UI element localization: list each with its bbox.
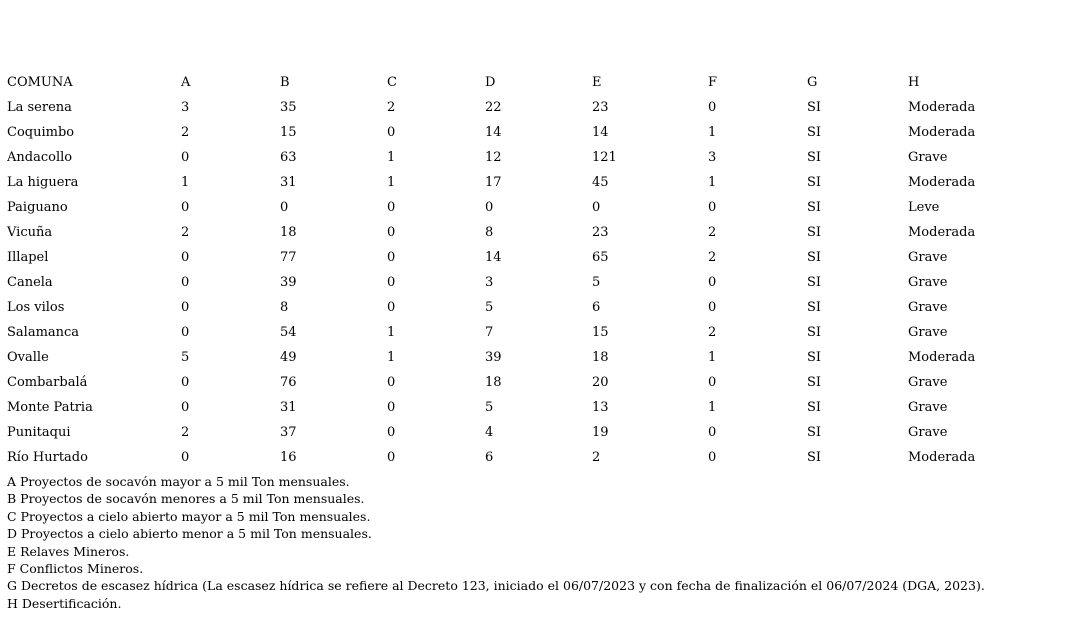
document <box>7 70 1057 612</box>
cell-comuna: Monte Patria <box>7 400 93 415</box>
cell-h: Grave <box>908 325 948 340</box>
cell-g: SI <box>807 250 822 265</box>
cell-a: 2 <box>181 125 190 140</box>
cell-comuna: Canela <box>7 275 53 290</box>
cell-b: 15 <box>280 125 297 140</box>
column-header-g: G <box>807 75 818 90</box>
table-row <box>7 370 1028 395</box>
column-header-d: D <box>485 75 496 90</box>
cell-c: 2 <box>387 100 396 115</box>
cell-a: 0 <box>181 200 190 215</box>
cell-a: 0 <box>181 250 190 265</box>
cell-h: Grave <box>908 275 948 290</box>
cell-e: 5 <box>592 275 601 290</box>
cell-f: 0 <box>708 200 717 215</box>
cell-g: SI <box>807 225 822 240</box>
legend-line: E Relaves Mineros. <box>7 543 130 559</box>
cell-b: 39 <box>280 275 297 290</box>
table-row <box>7 220 1028 245</box>
cell-comuna: Paiguano <box>7 200 68 215</box>
cell-d: 39 <box>485 350 502 365</box>
cell-f: 2 <box>708 250 717 265</box>
cell-e: 0 <box>592 200 601 215</box>
cell-c: 0 <box>387 425 396 440</box>
table-row <box>7 270 1028 295</box>
cell-c: 0 <box>387 375 396 390</box>
cell-a: 0 <box>181 275 190 290</box>
column-header-comuna: COMUNA <box>7 75 73 90</box>
table-row <box>7 195 1028 220</box>
cell-e: 121 <box>592 150 617 165</box>
column-header-e: E <box>592 75 602 90</box>
cell-b: 8 <box>280 300 289 315</box>
cell-h: Grave <box>908 425 948 440</box>
cell-d: 18 <box>485 375 502 390</box>
column-header-b: B <box>280 75 290 90</box>
cell-h: Moderada <box>908 450 976 465</box>
cell-comuna: Vicuña <box>7 225 53 240</box>
cell-e: 14 <box>592 125 609 140</box>
legend-line: G Decretos de escasez hídrica (La escasez hídrica se refiere al Decreto 123, iniciado el 06/07/2023 y con fecha de finalización el 06/07/2024 (DGA, 2023). <box>7 578 985 594</box>
table-row <box>7 120 1028 145</box>
cell-e: 45 <box>592 175 609 190</box>
cell-comuna: Andacollo <box>7 150 73 165</box>
cell-a: 0 <box>181 325 190 340</box>
legend-line: B Proyectos de socavón menores a 5 mil Ton mensuales. <box>7 491 365 507</box>
cell-c: 1 <box>387 350 396 365</box>
cell-a: 0 <box>181 400 190 415</box>
cell-e: 13 <box>592 400 609 415</box>
cell-f: 0 <box>708 100 717 115</box>
cell-h: Grave <box>908 375 948 390</box>
cell-g: SI <box>807 425 822 440</box>
cell-a: 0 <box>181 450 190 465</box>
cell-g: SI <box>807 375 822 390</box>
cell-c: 0 <box>387 125 396 140</box>
cell-c: 1 <box>387 325 396 340</box>
cell-b: 77 <box>280 250 297 265</box>
cell-comuna: Illapel <box>7 250 49 265</box>
cell-a: 0 <box>181 300 190 315</box>
cell-d: 17 <box>485 175 502 190</box>
cell-d: 7 <box>485 325 494 340</box>
cell-c: 1 <box>387 150 396 165</box>
cell-g: SI <box>807 150 822 165</box>
column-header-f: F <box>708 75 718 90</box>
table-row <box>7 95 1028 120</box>
legend <box>7 473 1057 612</box>
cell-f: 0 <box>708 275 717 290</box>
cell-f: 3 <box>708 150 717 165</box>
cell-h: Moderada <box>908 125 976 140</box>
table-header-row <box>7 70 1028 95</box>
legend-line: C Proyectos a cielo abierto mayor a 5 mil Ton mensuales. <box>7 508 371 524</box>
cell-b: 49 <box>280 350 297 365</box>
cell-f: 1 <box>708 400 717 415</box>
cell-a: 1 <box>181 175 190 190</box>
cell-f: 1 <box>708 125 717 140</box>
cell-comuna: Los vilos <box>7 300 65 315</box>
cell-g: SI <box>807 400 822 415</box>
cell-comuna: La higuera <box>7 175 79 190</box>
cell-c: 0 <box>387 300 396 315</box>
legend-line: A Proyectos de socavón mayor a 5 mil Ton mensuales. <box>7 474 350 489</box>
cell-e: 19 <box>592 425 609 440</box>
cell-a: 2 <box>181 225 190 240</box>
cell-e: 65 <box>592 250 609 265</box>
table-row <box>7 145 1028 170</box>
cell-d: 5 <box>485 300 494 315</box>
table-row <box>7 320 1028 345</box>
cell-e: 23 <box>592 100 609 115</box>
cell-e: 20 <box>592 375 609 390</box>
cell-comuna: Combarbalá <box>7 375 88 390</box>
cell-a: 0 <box>181 375 190 390</box>
cell-g: SI <box>807 275 822 290</box>
cell-e: 18 <box>592 350 609 365</box>
cell-g: SI <box>807 450 822 465</box>
cell-h: Moderada <box>908 225 976 240</box>
cell-comuna: La serena <box>7 100 72 115</box>
cell-comuna: Ovalle <box>7 350 49 365</box>
cell-h: Moderada <box>908 350 976 365</box>
cell-g: SI <box>807 350 822 365</box>
cell-f: 2 <box>708 225 717 240</box>
cell-c: 0 <box>387 400 396 415</box>
cell-d: 6 <box>485 450 494 465</box>
cell-e: 6 <box>592 300 601 315</box>
legend-line: H Desertificación. <box>7 595 122 611</box>
table-row <box>7 245 1028 270</box>
cell-f: 0 <box>708 425 717 440</box>
cell-d: 22 <box>485 100 502 115</box>
cell-d: 4 <box>485 425 494 440</box>
cell-b: 18 <box>280 225 297 240</box>
cell-comuna: Coquimbo <box>7 125 75 140</box>
table-row <box>7 170 1028 195</box>
cell-d: 8 <box>485 225 494 240</box>
cell-c: 0 <box>387 200 396 215</box>
column-header-a: A <box>181 75 191 90</box>
cell-c: 0 <box>387 275 396 290</box>
cell-h: Leve <box>908 200 940 215</box>
cell-d: 3 <box>485 275 494 290</box>
table-row <box>7 420 1028 445</box>
legend-line: D Proyectos a cielo abierto menor a 5 mil Ton mensuales. <box>7 526 372 542</box>
cell-comuna: Río Hurtado <box>7 450 88 465</box>
cell-b: 31 <box>280 175 297 190</box>
cell-h: Moderada <box>908 175 976 190</box>
cell-e: 15 <box>592 325 609 340</box>
cell-g: SI <box>807 100 822 115</box>
cell-a: 3 <box>181 100 190 115</box>
cell-g: SI <box>807 175 822 190</box>
cell-a: 2 <box>181 425 190 440</box>
cell-f: 1 <box>708 350 717 365</box>
cell-c: 0 <box>387 450 396 465</box>
cell-h: Grave <box>908 400 948 415</box>
cell-d: 5 <box>485 400 494 415</box>
table-row <box>7 445 1028 470</box>
cell-b: 54 <box>280 325 297 340</box>
cell-comuna: Punitaqui <box>7 425 71 440</box>
cell-f: 0 <box>708 300 717 315</box>
cell-comuna: Salamanca <box>7 325 80 340</box>
cell-d: 14 <box>485 250 502 265</box>
cell-a: 5 <box>181 350 190 365</box>
cell-d: 0 <box>485 200 494 215</box>
column-header-h: H <box>908 75 920 90</box>
cell-d: 12 <box>485 150 502 165</box>
cell-h: Grave <box>908 250 948 265</box>
cell-b: 31 <box>280 400 297 415</box>
cell-b: 63 <box>280 150 297 165</box>
cell-f: 0 <box>708 375 717 390</box>
cell-g: SI <box>807 200 822 215</box>
cell-g: SI <box>807 325 822 340</box>
cell-e: 23 <box>592 225 609 240</box>
cell-c: 1 <box>387 175 396 190</box>
comuna-table <box>7 70 1028 470</box>
cell-a: 0 <box>181 150 190 165</box>
cell-h: Grave <box>908 300 948 315</box>
cell-b: 35 <box>280 100 297 115</box>
cell-d: 14 <box>485 125 502 140</box>
cell-c: 0 <box>387 250 396 265</box>
legend-line: F Conflictos Mineros. <box>7 561 144 577</box>
column-header-c: C <box>387 75 397 90</box>
cell-c: 0 <box>387 225 396 240</box>
table-row <box>7 295 1028 320</box>
cell-b: 76 <box>280 375 297 390</box>
table-body <box>7 95 1028 470</box>
table-row <box>7 345 1028 370</box>
cell-g: SI <box>807 300 822 315</box>
cell-f: 0 <box>708 450 717 465</box>
cell-f: 2 <box>708 325 717 340</box>
cell-b: 16 <box>280 450 297 465</box>
cell-f: 1 <box>708 175 717 190</box>
cell-b: 0 <box>280 200 289 215</box>
cell-h: Moderada <box>908 100 976 115</box>
cell-g: SI <box>807 125 822 140</box>
table-row <box>7 395 1028 420</box>
cell-b: 37 <box>280 425 297 440</box>
cell-e: 2 <box>592 450 601 465</box>
cell-h: Grave <box>908 150 948 165</box>
